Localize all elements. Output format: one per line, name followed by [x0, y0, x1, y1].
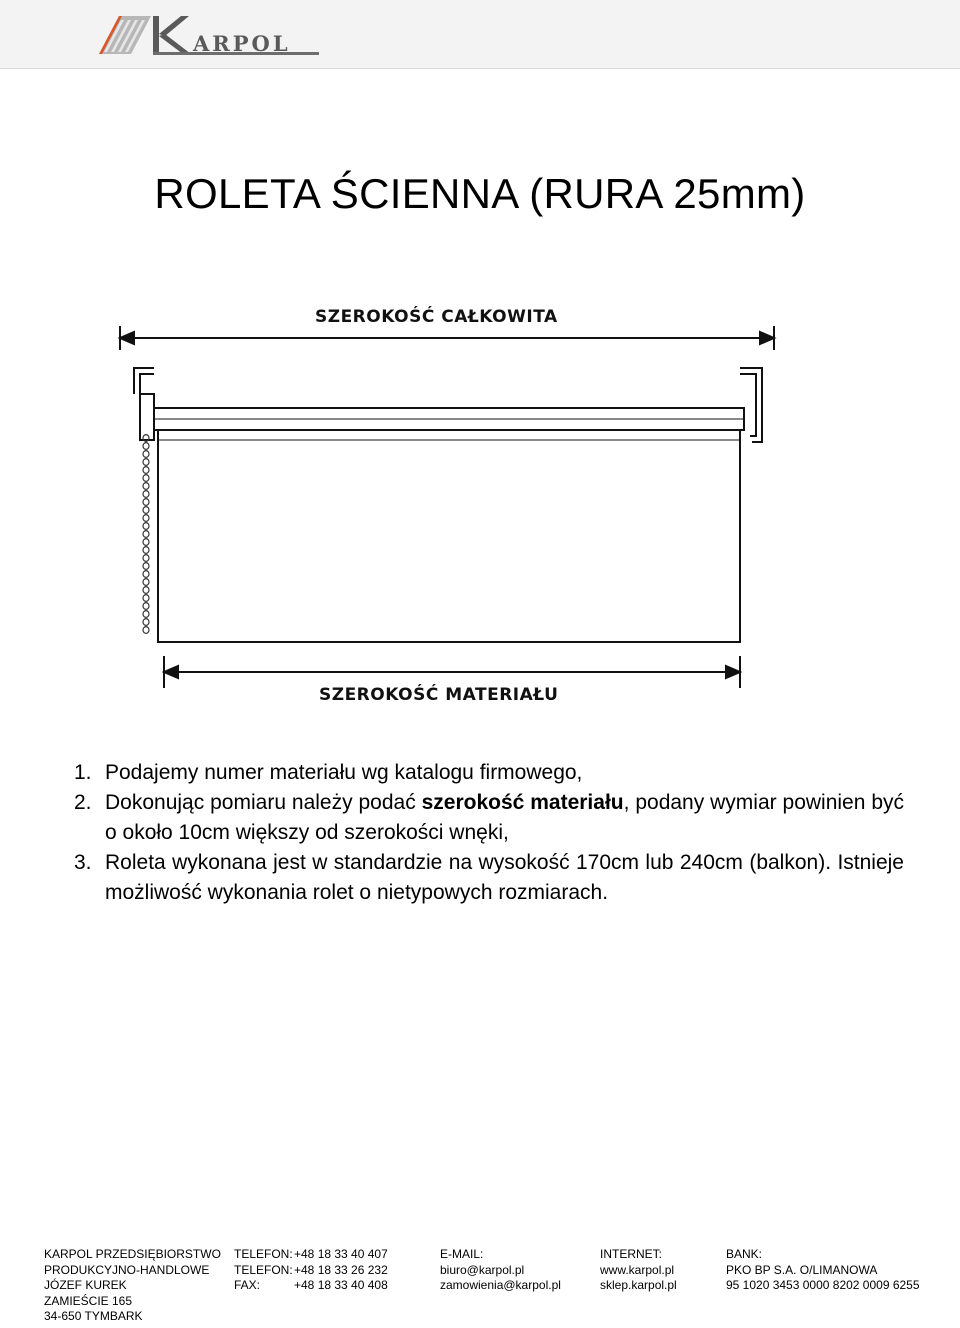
- chain-bead: [143, 515, 149, 522]
- instruction-list: [74, 758, 904, 908]
- step-text-part: Dokonując pomiaru należy podać: [105, 791, 422, 814]
- footer-bank: [726, 1247, 920, 1294]
- company-line: 34-650 TYMBARK: [44, 1309, 143, 1323]
- total-width-label: SZEROKOŚĆ CAŁKOWITA: [315, 307, 558, 327]
- chain-bead: [143, 523, 149, 530]
- chain-bead: [143, 539, 149, 546]
- chain-bead: [143, 499, 149, 506]
- step-1: [74, 758, 904, 788]
- phone-number: +48 18 33 26 232: [294, 1262, 388, 1277]
- step-text-part: Roleta wykonana jest w standardzie na wysokość 170cm lub 240cm (balkon). Istnieje możliwość wykonania rolet o nietypowych rozmiarach.: [105, 851, 904, 904]
- roller-tube: [154, 408, 744, 430]
- step-3: [74, 848, 904, 908]
- step-text-part: , podany wymiar powinien być o około 10cm większy od szerokości wnęki,: [105, 791, 904, 844]
- chain-bead: [143, 579, 149, 586]
- left-bracket: [134, 368, 154, 440]
- chain-bead: [143, 611, 149, 618]
- chain-bead: [143, 619, 149, 626]
- chain-bead: [143, 627, 149, 634]
- company-line: KARPOL PRZEDSIĘBIORSTWO: [44, 1247, 221, 1261]
- fax-number: +48 18 33 40 408: [294, 1278, 388, 1292]
- chain-bead: [143, 467, 149, 474]
- page-header: [0, 0, 960, 69]
- chain-bead: [143, 475, 149, 482]
- company-line: ZAMIEŚCIE 165: [44, 1293, 133, 1308]
- svg-text:ARPOL: ARPOL: [193, 31, 291, 56]
- chain-bead: [143, 563, 149, 570]
- roller-blind-diagram: [112, 290, 782, 710]
- step-number: 1.: [74, 761, 92, 784]
- chain-bead: [143, 443, 149, 450]
- website-link[interactable]: www.karpol.pl: [600, 1262, 675, 1277]
- step-text-part: Podajemy numer materiału wg katalogu firmowego,: [105, 761, 583, 784]
- chain-bead: [143, 555, 149, 562]
- phone-label: TELEFON:: [234, 1247, 293, 1261]
- step-text: [105, 848, 904, 908]
- footer-internet: [600, 1247, 677, 1294]
- chain-bead: [143, 483, 149, 490]
- chain-bead: [143, 531, 149, 538]
- total-width-dimension: [120, 326, 774, 350]
- chain-bead: [143, 571, 149, 578]
- email-header: E-MAIL:: [440, 1247, 484, 1261]
- footer-email: [440, 1247, 561, 1294]
- bank-name: PKO BP S.A. O/LIMANOWA: [726, 1262, 878, 1277]
- page-title: ROLETA ŚCIENNA (RURA 25mm): [154, 170, 806, 217]
- internet-header: INTERNET:: [600, 1247, 663, 1261]
- email-link[interactable]: biuro@karpol.pl: [440, 1262, 525, 1277]
- karpol-logo: [95, 12, 325, 56]
- chain-bead: [143, 595, 149, 602]
- chain-bead: [143, 507, 149, 514]
- chain-bead: [143, 459, 149, 466]
- step-number: 3.: [74, 851, 92, 874]
- blind-fabric: [158, 430, 740, 642]
- material-width-dimension: [164, 656, 740, 688]
- shop-link[interactable]: sklep.karpol.pl: [600, 1278, 677, 1292]
- step-text: [105, 758, 904, 788]
- bank-account: 95 1020 3453 0000 8202 0009 6255: [726, 1278, 920, 1292]
- footer-phone: [234, 1247, 388, 1294]
- step-text: [105, 788, 904, 848]
- footer-company: [44, 1247, 221, 1325]
- email-link[interactable]: zamowienia@karpol.pl: [440, 1278, 561, 1292]
- chain-bead: [143, 603, 149, 610]
- material-width-label: SZEROKOŚĆ MATERIAŁU: [319, 685, 559, 705]
- phone-number: +48 18 33 40 407: [294, 1247, 388, 1261]
- phone-label: TELEFON:: [234, 1262, 293, 1277]
- chain-bead: [143, 587, 149, 594]
- chain-bead: [143, 491, 149, 498]
- step-2: [74, 788, 904, 848]
- step-emphasis: szerokość materiału: [421, 791, 624, 814]
- step-number: 2.: [74, 791, 92, 814]
- company-line: JÓZEF KUREK: [44, 1278, 127, 1292]
- logo-letters: [95, 12, 325, 56]
- fax-label: FAX:: [234, 1278, 261, 1292]
- company-line: PRODUKCYJNO-HANDLOWE: [44, 1262, 210, 1277]
- bank-header: BANK:: [726, 1247, 763, 1261]
- bead-chain: [143, 435, 149, 634]
- chain-bead: [143, 547, 149, 554]
- chain-bead: [143, 451, 149, 458]
